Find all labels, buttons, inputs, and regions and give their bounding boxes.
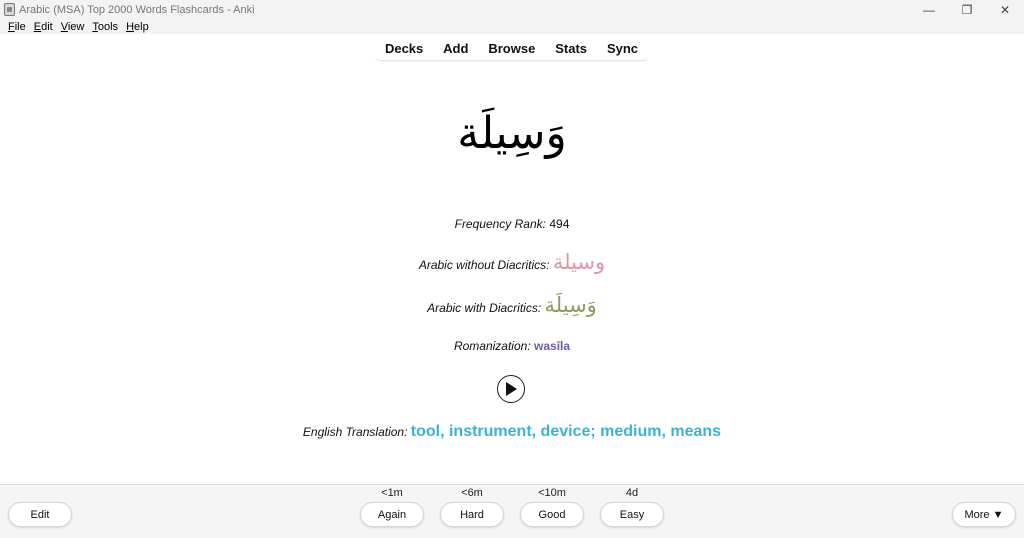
romanization-value: wasīla [534,339,571,353]
close-icon[interactable]: ✕ [999,2,1011,17]
good-interval: <10m [538,487,566,499]
easy-interval: 4d [625,487,639,499]
browse-link[interactable]: Browse [488,40,536,56]
menu-file[interactable]: File [8,20,26,33]
restore-icon[interactable]: ❐ [961,2,973,17]
with-diacritics-value: وَسِيلَة [544,293,597,317]
window-title: Arabic (MSA) Top 2000 Words Flashcards - Anki [19,3,255,16]
menu-edit[interactable]: Edit [33,20,53,33]
title-bar [0,0,1024,19]
review-card [0,60,1024,484]
frequency-label: Frequency Rank: [454,217,546,231]
menu-bar [0,19,1024,34]
no-diacritics-label: Arabic without Diacritics: [418,258,550,272]
frequency-value: 494 [549,217,570,231]
card-front-word: وَسِيلَة [457,108,567,159]
menu-tools[interactable]: Tools [92,20,119,33]
add-link[interactable]: Add [443,40,469,56]
no-diacritics-value: وسيلة [552,250,606,274]
hard-interval: <6m [461,487,483,499]
main-toolbar [375,36,648,61]
minimize-icon[interactable]: — [923,2,935,17]
translation-field [0,423,1024,441]
window-controls [910,0,1024,19]
more-button[interactable]: More ▼ [952,502,1016,527]
answer-bar [0,484,1024,538]
hard-button[interactable]: Hard [440,502,504,527]
play-icon [504,381,518,397]
no-diacritics-field [0,250,1024,274]
stats-link[interactable]: Stats [555,40,588,56]
with-diacritics-field [0,293,1024,317]
translation-label: English Translation: [302,425,408,439]
with-diacritics-label: Arabic with Diacritics: [427,301,542,315]
again-interval: <1m [381,487,403,499]
decks-link[interactable]: Decks [384,40,424,56]
frequency-field [0,217,1024,231]
menu-help[interactable]: Help [126,20,149,33]
again-button[interactable]: Again [360,502,424,527]
play-audio-button[interactable] [497,375,525,403]
good-button[interactable]: Good [520,502,584,527]
translation-value: tool, instrument, device; medium, means [410,423,722,440]
edit-button[interactable]: Edit [8,502,72,527]
easy-button[interactable]: Easy [600,502,664,527]
romanization-label: Romanization: [453,339,531,353]
menu-view[interactable]: View [60,20,85,33]
anki-app-icon [4,3,15,16]
sync-link[interactable]: Sync [606,40,639,56]
romanization-field [0,339,1024,353]
